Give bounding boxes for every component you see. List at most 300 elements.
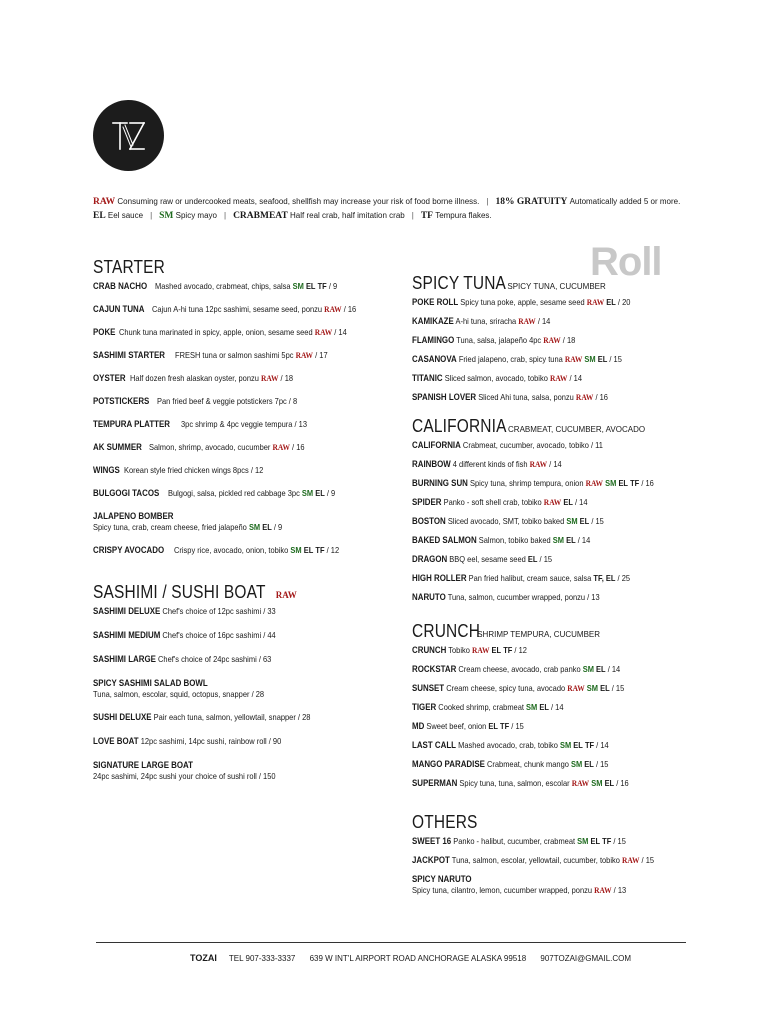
item-description: 3pc shrimp & 4pc veggie tempura / 13 [180,419,307,429]
tag-sm: SM [302,488,314,498]
item-name: SPIDER [412,497,442,507]
item-name-line [93,511,174,522]
tag-raw: RAW [586,297,605,307]
item-description: BBQ eel, sesame seed [449,554,526,564]
menu-item [412,778,712,789]
tag-raw: RAW [518,316,536,326]
tag-sm: SM [552,535,565,545]
item-description-text: Crispy rice, avocado, onion, tobiko [173,545,289,555]
item-description-text: Salmon, shrimp, avocado, cucumber [148,442,270,452]
menu-item-text: MD Sweet beef, onion EL TF / 15 [412,721,524,731]
tag-raw: RAW [585,478,604,488]
legend-line-2 [93,209,733,223]
menu-item-text: POKE ROLL Spicy tuna poke, apple, sesame seed RAW EL / 20 [412,297,631,307]
menu-item [412,836,712,847]
item-price: 16 [599,392,608,402]
item-description: Spicy tuna poke, apple, sesame seed [460,297,585,307]
footer-phone: TEL 907-333-3337 [228,954,296,963]
item-description: Cream cheese, avocado, crab panko [458,664,581,674]
menu-item-text: LAST CALL Mashed avocado, crab, tobiko SM EL TF / 14 [412,740,609,750]
item-description: Crabmeat, cucumber, avocado, tobiko [462,440,589,450]
tag-el: EL [488,721,498,731]
tag-raw: RAW [543,497,562,507]
menu-item [412,459,712,470]
item-price: 13 [617,885,627,895]
item-name-line [93,760,193,771]
item-name: CRAB NACHO [93,281,148,291]
item-name-line [93,281,147,292]
item-description: Spicy tuna, shrimp tempura, onion [469,478,584,488]
section-header [412,416,712,440]
section-title: SASHIMI / SUSHI BOAT [93,582,266,602]
footer-brand: TOZAI [190,953,217,963]
item-description: Mashed avocado, crab, tobiko [458,740,558,750]
item-name: CAJUN TUNA [93,304,145,314]
menu-item [93,606,393,617]
item-desc-line [181,419,307,430]
item-desc-line [157,396,297,407]
section-raw-tag: RAW [275,590,297,600]
item-price: 15 [615,683,625,693]
menu-item [93,545,393,556]
tag-raw: RAW [549,373,568,383]
item-price: 9 [331,488,336,498]
item-price: 15 [617,836,626,846]
item-description-text: Half dozen fresh alaskan oyster, ponzu [130,373,259,383]
menu-item-text: MANGO PARADISE Crabmeat, chunk mango SM EL / 15 [412,759,609,769]
item-description: Salmon, shrimp, avocado, cucumber RAW / 16 [148,442,305,452]
menu-item [412,335,712,346]
item-price: 44 [267,630,276,640]
menu-item [412,573,712,584]
menu-item [412,721,712,732]
item-price: 14 [541,316,551,326]
item-price: 15 [613,354,622,364]
item-description: Tuna, salsa, jalapeño 4pc [456,335,542,345]
legend-line2-text: Eel sauce [107,211,144,220]
item-desc-line [93,522,282,533]
item-desc-line [130,373,293,384]
tag-raw: RAW [323,304,342,314]
tag-el: EL [600,683,610,693]
legend-line2-key: CRABMEAT [233,211,288,221]
item-price: 14 [581,535,591,545]
menu-item [412,516,712,527]
item-description-text: 3pc shrimp & 4pc veggie tempura [180,419,292,429]
item-name-line [93,304,144,315]
roll-watermark: Roll [590,240,662,284]
item-price: 28 [255,689,265,699]
item-description: Panko - soft shell crab, tobiko [443,497,542,507]
item-name: LOVE BOAT [93,736,139,746]
item-desc-line [93,771,276,782]
item-description: Chunk tuna marinated in spicy, apple, onion, sesame seed RAW / 14 [118,327,347,337]
item-name-line [93,488,159,499]
item-price: 28 [302,712,311,722]
menu-item [93,281,393,292]
item-name: MD [412,721,425,731]
menu-item [412,874,712,896]
menu-item-text: SUNSET Cream cheese, spicy tuna, avocado RAW SM EL / 15 [412,683,625,693]
item-description-text: Pan fried beef & veggie potstickers 7pc [157,396,287,406]
item-description-text: Spicy tuna, cilantro, lemon, cucumber wrapped, ponzu [412,885,593,895]
tag-sm: SM [559,740,572,750]
menu-item [412,683,712,694]
tag-tf: TF, [593,573,604,583]
menu-item-text: BAKED SALMON Salmon, tobiko baked SM EL / 14 [412,535,591,545]
item-name: SPANISH LOVER [412,392,477,402]
item-name: BULGOGI TACOS [93,488,160,498]
legend-line1-key: 18% GRATUITY [495,197,568,207]
menu-item [412,855,712,866]
item-price: 11 [595,440,603,450]
tag-raw: RAW [543,335,561,345]
item-price: 14 [600,740,609,750]
section-header [412,812,712,836]
tag-raw: RAW [575,392,594,402]
legend-line2-key: TF [420,211,433,221]
item-description: Sweet beef, onion [426,721,487,731]
menu-item-text: SASHIMI MEDIUM Chef's choice of 16pc sashimi / 44 [93,630,276,640]
item-description: Panko - halibut, cucumber, crabmeat [453,836,576,846]
menu-item [412,702,712,713]
menu-section [412,416,712,603]
menu-item-text: SWEET 16 Panko - halibut, cucumber, crabmeat SM EL TF / 15 [412,836,626,846]
legend-separator: | [486,197,489,206]
item-name: BAKED SALMON [412,535,477,545]
tag-el: EL [584,759,594,769]
item-description: Chef's choice of 24pc sashimi [158,654,257,664]
tag-el: EL [491,645,502,655]
menu-item [93,654,393,665]
menu-item-text: DRAGON BBQ eel, sesame seed EL / 15 [412,554,553,564]
item-description: Sliced Ahi tuna, salsa, ponzu [478,392,574,402]
item-price: 25 [621,573,631,583]
item-desc-line [149,442,305,453]
tag-raw: RAW [564,354,583,364]
item-name: SASHIMI DELUXE [93,606,161,616]
tag-raw: RAW [529,459,548,469]
tag-sm: SM [248,522,261,532]
section-header [93,257,393,281]
menu-item-text: SPANISH LOVER Sliced Ahi tuna, salsa, ponzu RAW / 16 [412,392,608,402]
item-price: 12 [330,545,339,555]
tag-el: EL [606,297,616,307]
menu-section [412,621,712,789]
item-price: 63 [262,654,272,664]
tag-raw: RAW [295,350,313,360]
item-name: MANGO PARADISE [412,759,485,769]
item-price: 15 [595,516,604,526]
item-description: Pan fried beef & veggie potstickers 7pc / 8 [157,396,298,406]
item-name: DRAGON [412,554,448,564]
item-name-line [93,350,165,361]
item-price: 33 [267,606,276,616]
menu-item-text: CALIFORNIA Crabmeat, cucumber, avocado, tobiko / 11 [412,440,603,450]
item-price: 8 [292,396,298,406]
menu-item-text: CASANOVA Fried jalapeno, crab, spicy tuna RAW SM EL / 15 [412,354,622,364]
item-name: SASHIMI LARGE [93,654,156,664]
tag-el: EL [590,836,601,846]
item-description: Korean style fried chicken wings 8pcs / 12 [123,465,263,475]
menu-item [93,442,393,453]
legend-line2-key: EL [93,211,106,221]
item-name: NARUTO [412,592,446,602]
tag-el: EL [597,354,608,364]
section-subtitle: CRABMEAT, CUCUMBER, AVOCADO [508,425,646,434]
tag-sm: SM [566,516,578,526]
item-price: 15 [600,759,609,769]
item-description-text: Bulgogi, salsa, pickled red cabbage 3pc [168,488,301,498]
item-desc-line [168,488,335,499]
menu-item-text: BURNING SUN Spicy tuna, shrimp tempura, onion RAW SM EL TF / 16 [412,478,654,488]
tag-tf: TF [500,721,510,731]
tz-logo-mark [93,100,164,171]
item-name: SASHIMI STARTER [93,350,166,360]
item-description: Sliced avocado, SMT, tobiko baked [447,516,565,526]
item-description: Pair each tuna, salmon, yellowtail, snapper [153,712,296,722]
item-description-text: 24pc sashimi, 24pc sushi your choice of sushi roll [93,771,257,781]
legend-separator: | [411,211,414,220]
legend-line1-text: Automatically added 5 or more. [569,197,681,206]
menu-item [412,478,712,489]
footer-address: 639 W INT'L AIRPORT ROAD ANCHORAGE ALASKA 99518 [309,954,527,963]
menu-item [412,354,712,365]
tag-sm: SM [605,478,617,488]
menu-item [93,327,393,338]
tag-el: EL [618,478,629,488]
item-description: Chef's choice of 16pc sashimi [162,630,262,640]
item-description: Tobiko [448,645,470,655]
menu-item-text: LOVE BOAT 12pc sashimi, 14pc sushi, rainbow roll / 90 [93,736,282,746]
tag-el: EL [527,554,538,564]
legend-line1-text: Consuming raw or undercooked meats, seafood, shellfish may increase your risk of food borne illness. [117,197,480,206]
item-description: 4 different kinds of fish [452,459,528,469]
item-description: Salmon, tobiko baked [478,535,551,545]
menu-item [412,645,712,656]
menu-item-text: JACKPOT Tuna, salmon, escolar, yellowtail, cucumber, tobiko RAW / 15 [412,855,655,865]
item-description: Half dozen fresh alaskan oyster, ponzu RAW / 18 [130,373,294,383]
item-price: 16 [347,304,356,314]
item-price: 15 [543,554,553,564]
menu-item [412,440,712,451]
tag-tf: TF [584,740,595,750]
item-name: CRUNCH [412,645,447,655]
item-name-line [93,678,208,689]
legend-separator: | [150,211,153,220]
menu-item [93,511,393,533]
tag-raw: RAW [271,442,290,452]
item-name-line [412,874,472,885]
tag-raw: RAW [567,683,585,693]
footer [190,953,643,963]
tag-el: EL [566,535,576,545]
menu-item [93,736,393,747]
item-price: 12 [254,465,263,475]
item-price: 13 [591,592,600,602]
tag-sm: SM [591,778,603,788]
menu-section [93,257,393,556]
item-name: SASHIMI MEDIUM [93,630,161,640]
legend-line2-text: Spicy mayo [175,211,217,220]
menu-item-text: SASHIMI LARGE Chef's choice of 24pc sashimi / 63 [93,654,272,664]
item-name-line [93,545,164,556]
menu-item-text: KAMIKAZE A-hi tuna, sriracha RAW / 14 [412,316,551,326]
item-description: Bulgogi, salsa, pickled red cabbage 3pc SM EL / 9 [168,488,336,498]
item-description: Cream cheese, spicy tuna, avocado [446,683,566,693]
tag-el: EL [315,488,326,498]
menu-item-text: NARUTO Tuna, salmon, cucumber wrapped, ponzu / 13 [412,592,600,602]
item-name: SUSHI DELUXE [93,712,152,722]
menu-item [93,630,393,641]
item-name: CASANOVA [412,354,457,364]
legend-line2-text: Half real crab, half imitation crab [290,211,405,220]
menu-item [412,535,712,546]
tag-sm: SM [582,664,594,674]
item-name: FLAMINGO [412,335,455,345]
section-title: STARTER [93,257,166,277]
menu-item-text: TIGER Cooked shrimp, crabmeat SM EL / 14 [412,702,564,712]
legend-line1-key: RAW [93,197,116,207]
item-name: SUPERMAN [412,778,458,788]
item-price: 14 [337,327,347,337]
menu-item [93,760,393,782]
footer-email: 907TOZAI@GMAIL.COM [540,954,632,963]
item-name: WINGS [93,465,120,475]
item-description: Crabmeat, chunk mango [486,759,569,769]
item-description: Tuna, salmon, cucumber wrapped, ponzu [447,592,586,602]
menu-item [93,373,393,384]
item-desc-line [119,327,347,338]
menu-item [412,759,712,770]
tag-tf: TF [503,645,513,655]
tag-el: EL [303,545,314,555]
item-name: SIGNATURE LARGE BOAT [93,760,194,770]
item-price: 12 [518,645,527,655]
item-description: Fried jalapeno, crab, spicy tuna [458,354,563,364]
item-name-line [93,327,115,338]
tag-raw: RAW [594,885,612,895]
tag-sm: SM [526,702,538,712]
menu-item [93,488,393,499]
section-header [93,582,393,606]
item-description: Crispy rice, avocado, onion, tobiko SM EL TF / 12 [173,545,339,555]
item-description: Spicy tuna, tuna, salmon, escolar [459,778,570,788]
item-price: 14 [553,459,562,469]
menu-legend [93,195,733,223]
item-price: 16 [295,442,305,452]
menu-item-text: SUPERMAN Spicy tuna, tuna, salmon, escolar RAW SM EL / 16 [412,778,629,788]
item-price: 90 [272,736,282,746]
item-name: JACKPOT [412,855,450,865]
menu-item [412,392,712,403]
item-desc-line [155,281,337,292]
item-name: POKE ROLL [412,297,459,307]
menu-item [412,297,712,308]
tag-tf: TF [602,836,612,846]
menu-item [412,592,712,603]
tag-sm: SM [290,545,302,555]
tag-sm: SM [577,836,589,846]
item-name: SUNSET [412,683,445,693]
item-price: 14 [579,497,588,507]
tag-raw: RAW [622,855,640,865]
item-price: 14 [555,702,564,712]
tag-tf: TF [630,478,640,488]
item-price: 150 [263,771,276,781]
item-price: 13 [298,419,307,429]
tag-el: EL [604,778,615,788]
item-description: Tuna, salmon, escolar, squid, octopus, snapper / 28 [93,689,265,699]
menu-item [412,740,712,751]
item-name: BURNING SUN [412,478,468,488]
menu-item-text: ROCKSTAR Cream cheese, avocado, crab panko SM EL / 14 [412,664,621,674]
item-description-text: Tuna, salmon, escolar, squid, octopus, snapper [93,689,250,699]
item-name: RAINBOW [412,459,451,469]
menu-item-text: TITANIC Sliced salmon, avocado, tobiko RAW / 14 [412,373,582,383]
menu-item-text: FLAMINGO Tuna, salsa, jalapeño 4pc RAW / 18 [412,335,576,345]
tag-el: EL [262,522,272,532]
menu-item-text: SASHIMI DELUXE Chef's choice of 12pc sashimi / 33 [93,606,276,616]
item-name-line [93,396,149,407]
item-price: 14 [611,664,621,674]
item-name: POKE [93,327,116,337]
menu-item [412,554,712,565]
right-column [412,257,712,908]
tag-sm: SM [292,281,304,291]
item-name: CALIFORNIA [412,440,461,450]
item-price: 16 [645,478,654,488]
item-name: SPICY SASHIMI SALAD BOWL [93,678,208,688]
item-description: Tuna, salmon, escolar, yellowtail, cucumber, tobiko [451,855,620,865]
tag-sm: SM [584,354,596,364]
item-description: Mashed avocado, crabmeat, chips, salsa SM EL TF / 9 [154,281,337,291]
item-price: 14 [573,373,582,383]
legend-line2-key: SM [159,211,174,221]
tag-raw: RAW [261,373,279,383]
menu-item [93,678,393,700]
item-description: FRESH tuna or salmon sashimi 5pc RAW / 17 [174,350,328,360]
tag-el: EL [605,573,616,583]
section-title: CRUNCH [412,621,481,641]
item-name: POTSTICKERS [93,396,150,406]
footer-divider [96,942,686,943]
item-name: SPICY NARUTO [412,874,472,884]
item-description-text: Cajun A-hi tuna 12pc sashimi, sesame seed, ponzu [151,304,322,314]
menu-section [93,582,393,782]
item-name: ROCKSTAR [412,664,457,674]
item-desc-line [152,304,356,315]
menu-section [412,273,712,403]
menu-item [93,465,393,476]
item-price: 15 [645,855,655,865]
section-header [412,621,712,645]
menu-item-text: BOSTON Sliced avocado, SMT, tobiko baked SM EL / 15 [412,516,604,526]
item-description-text: Spicy tuna, crab, cream cheese, fried jalapeño [93,522,247,532]
menu-item [93,350,393,361]
legend-line-1 [93,195,733,209]
item-name: AK SUMMER [93,442,142,452]
tag-tf: TF [315,545,325,555]
item-description-text: FRESH tuna or salmon sashimi 5pc [174,350,294,360]
tag-el: EL [305,281,316,291]
item-name-line [93,465,120,476]
item-description: Spicy tuna, cilantro, lemon, cucumber wrapped, ponzu RAW / 13 [412,885,627,895]
item-desc-line [175,350,328,361]
item-description-text: Korean style fried chicken wings 8pcs [123,465,249,475]
item-price: 15 [515,721,524,731]
section-title: OTHERS [412,812,478,832]
